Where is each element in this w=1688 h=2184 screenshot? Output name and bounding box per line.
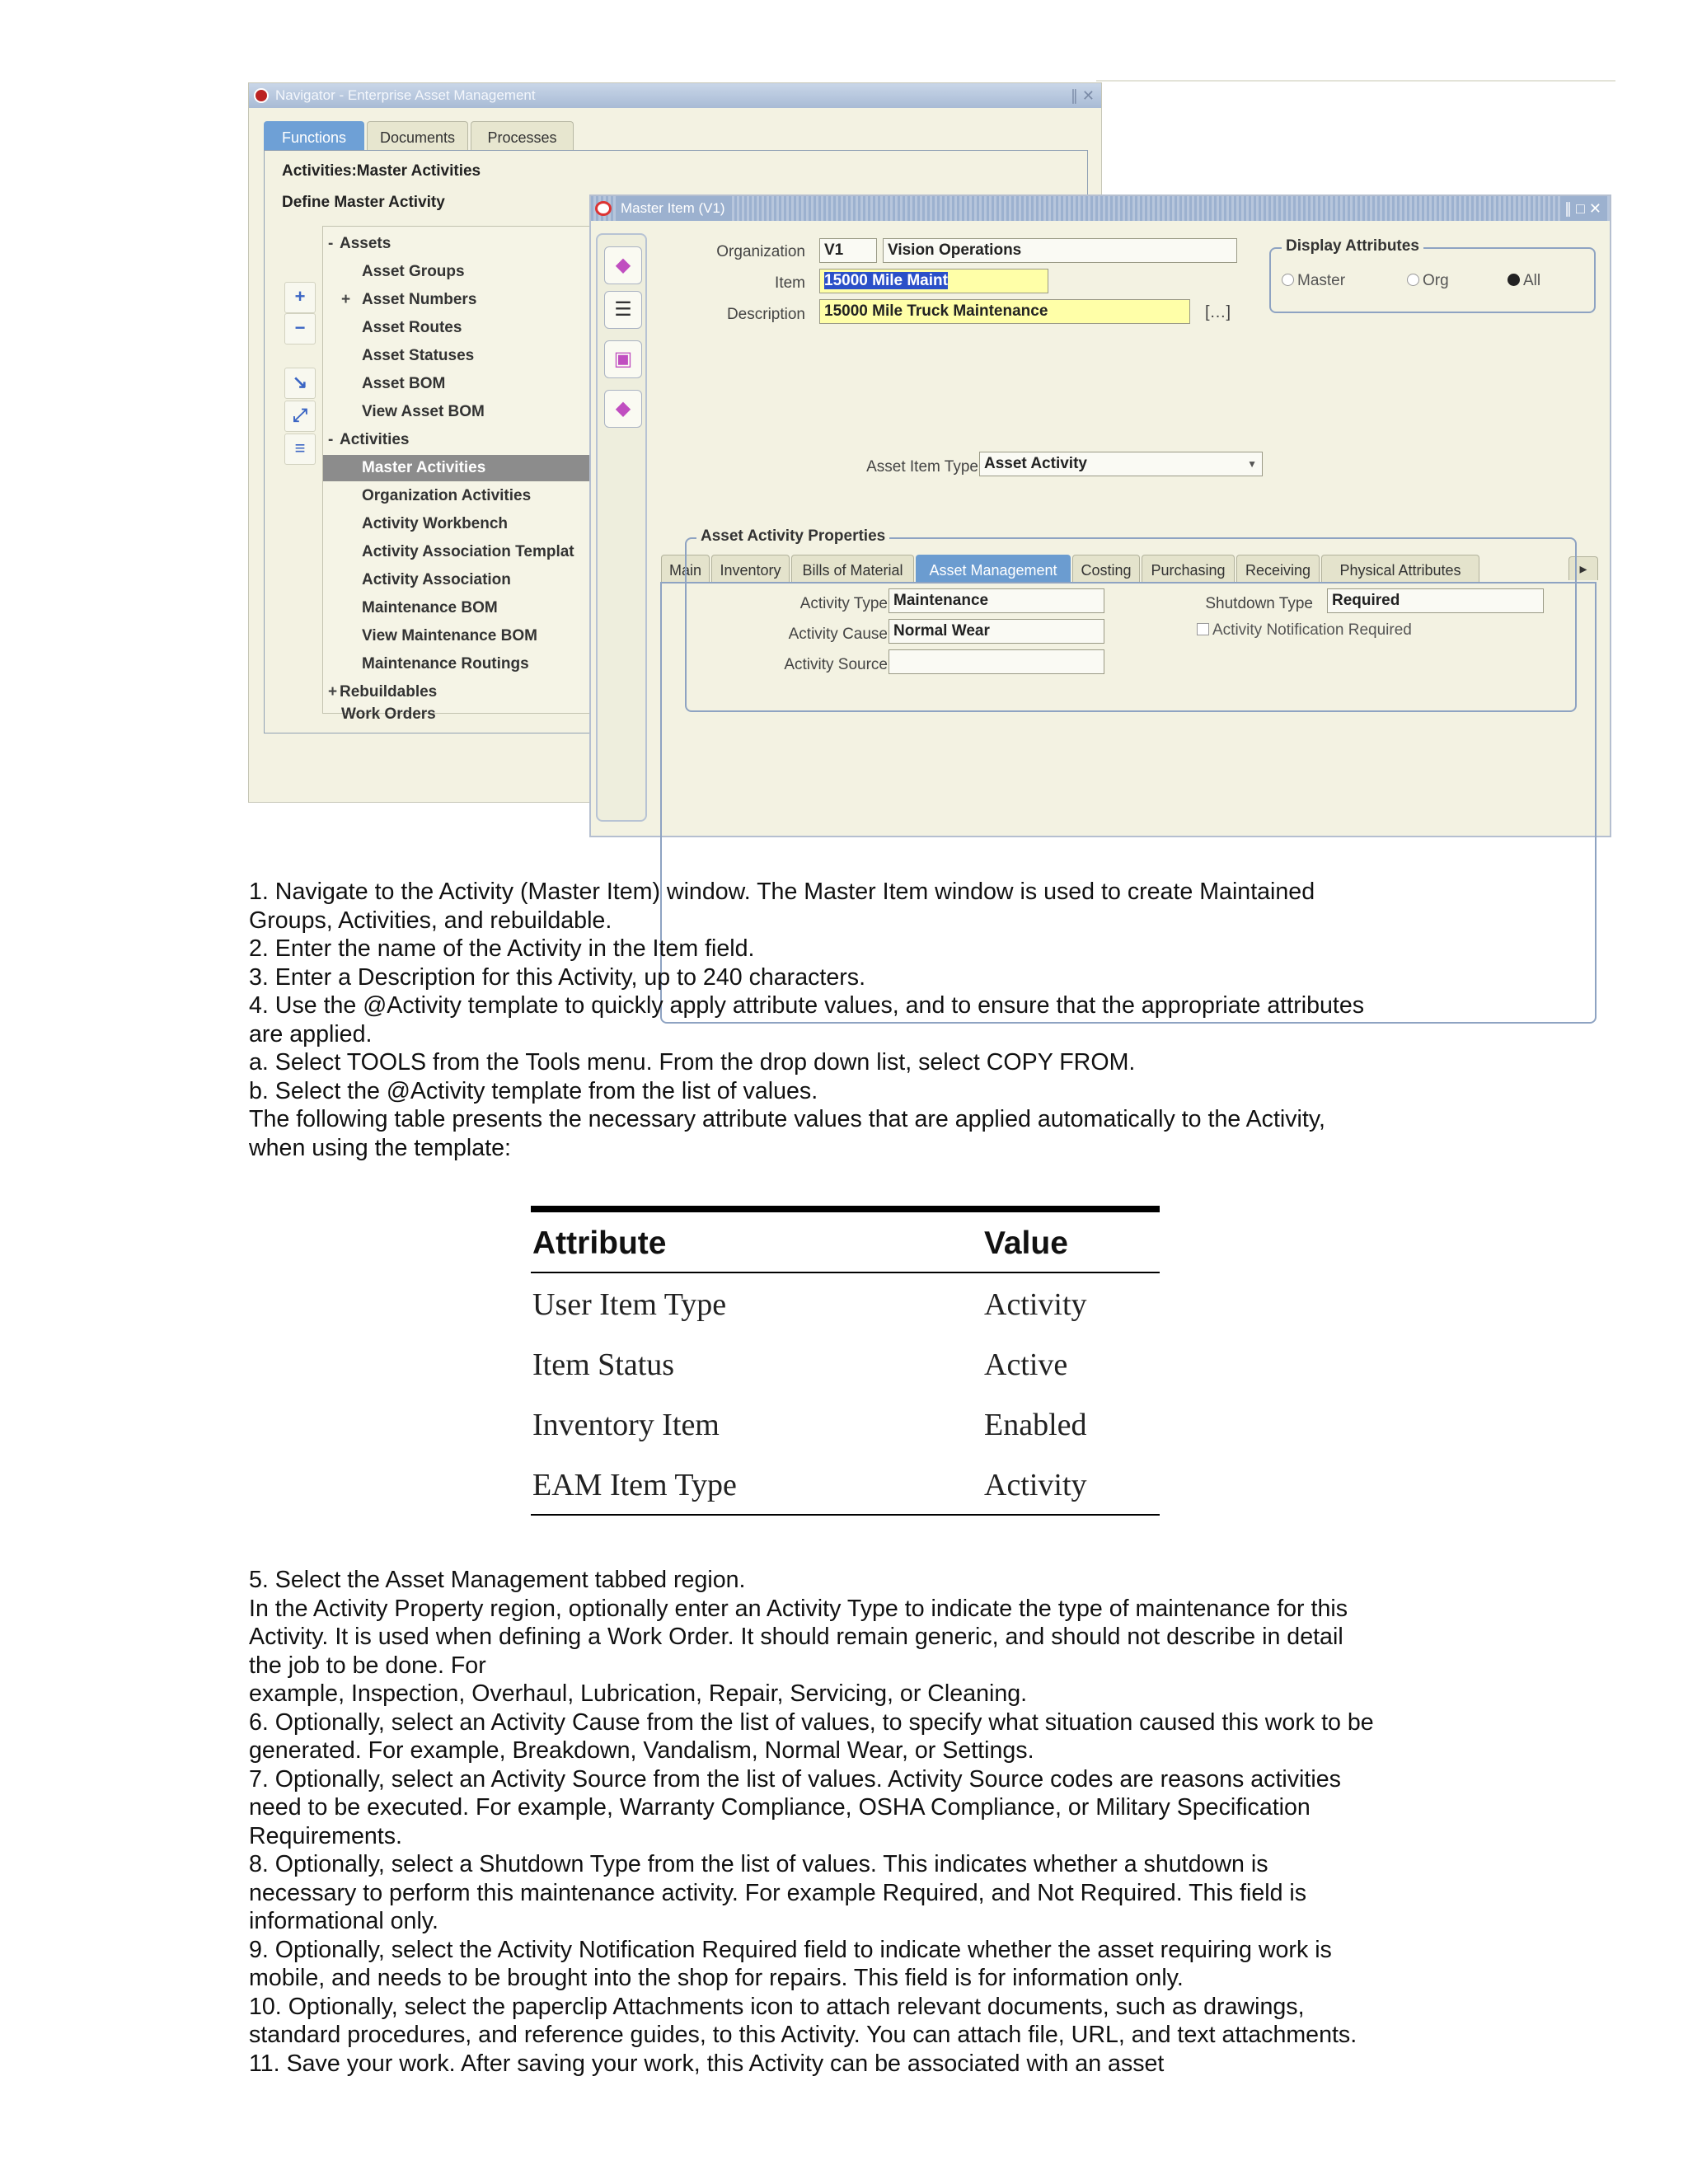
text-line: informational only. (249, 1908, 438, 1934)
tab-asset-management[interactable]: Asset Management (916, 555, 1071, 583)
tab-purchasing[interactable]: Purchasing (1142, 555, 1235, 583)
navigator-heading-function: Define Master Activity (282, 194, 445, 211)
tab-inventory[interactable]: Inventory (711, 555, 790, 583)
radio-all[interactable]: All (1507, 272, 1540, 290)
tree-item[interactable]: Organization Activities (362, 487, 532, 504)
radio-org[interactable]: Org (1407, 272, 1449, 290)
table-bottom-rule (531, 1514, 1160, 1516)
text-line: 3. Enter a Description for this Activity, up to 240 characters. (249, 963, 866, 991)
description-label: Description (726, 306, 805, 323)
tree-item-selected[interactable]: Master Activities (323, 455, 595, 481)
asset-activity-properties-title: Asset Activity Properties (696, 527, 889, 546)
text-line: generated. For example, Breakdown, Vandalism, Normal Wear, or Settings. (249, 1737, 1034, 1764)
tree-item[interactable]: Asset BOM (362, 375, 446, 392)
master-item-window (589, 194, 1611, 837)
tree-item[interactable]: Activity Workbench (362, 515, 509, 532)
table-row (531, 1273, 1160, 1333)
text-line: standard procedures, and reference guides, to this Activity. You can attach file, URL, and text attachments. (249, 2022, 1357, 2048)
descriptive-flexfield-button[interactable]: […] (1205, 303, 1231, 321)
tab-bills-of-material[interactable]: Bills of Material (791, 555, 914, 583)
text-line: 11. Save your work. After saving your work, this Activity can be associated with an asset (249, 2050, 1165, 2077)
tab-physical-attributes[interactable]: Physical Attributes (1321, 555, 1479, 583)
asset-activity-properties-group (685, 537, 1577, 712)
tree-item[interactable]: Activity Association Templat (362, 543, 574, 560)
text-line: necessary to perform this maintenance activity. For example Required, and Not Required. This field is (249, 1879, 1307, 1906)
tab-scroll-right-icon[interactable]: ▸ (1568, 556, 1598, 580)
description-input[interactable]: 15000 Mile Truck Maintenance (819, 299, 1190, 324)
instructions-part-1 (249, 878, 1452, 1162)
expand-icon[interactable]: + (284, 282, 316, 313)
text-line: example, Inspection, Overhaul, Lubrication, Repair, Servicing, or Cleaning. (249, 1680, 1028, 1707)
text-line: mobile, and needs to be brought into the shop for repairs. This field is for information only. (249, 1965, 1184, 1991)
chevron-down-icon: ▼ (1247, 458, 1257, 470)
activity-cause-label: Activity Cause (788, 626, 888, 643)
tree-item[interactable]: View Maintenance BOM (362, 627, 537, 644)
text-line: when using the template: (249, 1134, 511, 1161)
text-line: 10. Optionally, select the paperclip Attachments icon to attach relevant documents, such as drawings, (249, 1993, 1305, 2020)
text-line: 5. Select the Asset Management tabbed region. (249, 1567, 746, 1593)
asset-item-type-label: Asset Item Type (866, 458, 978, 476)
header-attribute: Attribute (532, 1226, 667, 1261)
table-top-rule (531, 1206, 1160, 1212)
navigator-title: Navigator - Enterprise Asset Management (275, 87, 536, 103)
tree-item[interactable]: Maintenance Routings (362, 655, 529, 673)
organization-icon[interactable]: ▣ (604, 340, 642, 378)
window-controls[interactable]: ∥ ✕ (1070, 87, 1095, 104)
text-line: 2. Enter the name of the Activity in the Item field. (249, 935, 755, 962)
text-line: Requirements. (249, 1822, 402, 1849)
activity-type-input[interactable]: Maintenance (889, 588, 1104, 613)
cell-attribute: User Item Type (532, 1287, 727, 1322)
tree-item[interactable]: Activity Association (362, 571, 511, 588)
organization-label: Organization (716, 243, 805, 260)
activity-source-input[interactable] (889, 649, 1104, 674)
cell-attribute: Item Status (532, 1347, 675, 1382)
cell-value: Activity (984, 1287, 1087, 1322)
text-line: Activity. It is used when defining a Work Order. It should remain generic, and should not describe in detail (249, 1624, 1343, 1650)
item-cube-icon[interactable]: ◆ (604, 246, 642, 284)
oracle-logo-icon (595, 201, 612, 216)
cell-value: Enabled (984, 1408, 1087, 1442)
function-tree (322, 226, 596, 723)
collapse-all-icon[interactable]: ≡ (284, 434, 316, 465)
tree-item[interactable]: Maintenance BOM (362, 599, 498, 616)
tree-item[interactable]: Asset Groups (362, 263, 465, 280)
organization-name-field[interactable]: Vision Operations (883, 238, 1237, 263)
activity-cause-input[interactable]: Normal Wear (889, 619, 1104, 644)
tab-receiving[interactable]: Receiving (1236, 555, 1320, 583)
cell-attribute: Inventory Item (532, 1408, 720, 1442)
item-list-icon[interactable]: ◆ (604, 390, 642, 428)
expand-branch-icon[interactable]: ↘ (284, 368, 316, 399)
tree-item[interactable]: - Activities (328, 431, 410, 448)
text-line: a. Select TOOLS from the Tools menu. From the drop down list, select COPY FROM. (249, 1049, 1136, 1076)
tree-item[interactable]: Asset Statuses (362, 347, 475, 364)
navigator-heading-path: Activities:Master Activities (282, 162, 481, 180)
text-line: b. Select the @Activity template from the list of values. (249, 1077, 818, 1104)
tab-processes[interactable]: Processes (471, 121, 574, 152)
cell-value: Activity (984, 1468, 1087, 1502)
collapse-icon[interactable]: − (284, 313, 316, 344)
text-line: Groups, Activities, and rebuildable. (249, 907, 612, 934)
tree-item[interactable]: View Asset BOM (362, 403, 485, 420)
text-line: 1. Navigate to the Activity (Master Item) window. The Master Item window is used to create Maintained (249, 879, 1315, 905)
text-line: 4. Use the @Activity template to quickly apply attribute values, and to ensure that the appropriate attributes (249, 992, 1365, 1019)
activity-notification-checkbox[interactable]: Activity Notification Required (1197, 621, 1412, 640)
navigator-titlebar[interactable] (249, 83, 1101, 108)
header-value: Value (984, 1226, 1068, 1261)
text-line: 9. Optionally, select the Activity Notification Required field to indicate whether the asset requiring work is (249, 1936, 1332, 1963)
activity-source-label: Activity Source (784, 656, 888, 673)
shutdown-type-label: Shutdown Type (1205, 595, 1313, 612)
tab-documents[interactable]: Documents (367, 121, 468, 152)
text-line: The following table presents the necessary attribute values that are applied automatically to the Activity, (249, 1106, 1325, 1132)
table-row (531, 1454, 1160, 1514)
table-row (531, 1333, 1160, 1394)
cell-attribute: EAM Item Type (532, 1468, 737, 1502)
organization-code-field[interactable]: V1 (819, 238, 877, 263)
text-line: the job to be done. For (249, 1652, 486, 1679)
tree-item[interactable]: Work Orders (341, 705, 436, 723)
tree-item[interactable]: - Assets (328, 235, 392, 252)
window-controls[interactable]: ∥ □ ✕ (1561, 196, 1605, 221)
text-line: 7. Optionally, select an Activity Source from the list of values. Activity Source codes are reasons activities (249, 1765, 1341, 1793)
tab-functions[interactable]: Functions (264, 121, 364, 152)
item-input[interactable]: 15000 Mile Maint (819, 269, 1048, 293)
master-item-titlebar[interactable] (591, 196, 1610, 221)
tree-item[interactable]: + Rebuildables (328, 683, 438, 701)
toolbar-rail (596, 233, 647, 822)
text-line: In the Activity Property region, optionally enter an Activity Type to indicate the type of maintenance for this (249, 1595, 1348, 1622)
oracle-logo-icon (254, 88, 269, 103)
radio-master[interactable]: Master (1282, 272, 1345, 290)
activity-type-label: Activity Type (799, 595, 888, 612)
shutdown-type-input[interactable]: Required (1327, 588, 1544, 613)
text-line: need to be executed. For example, Warranty Compliance, OSHA Compliance, or Military Specification (249, 1794, 1311, 1821)
document-list-icon[interactable]: ☰ (604, 291, 642, 329)
tab-costing[interactable]: Costing (1072, 555, 1140, 583)
master-item-title: Master Item (V1) (616, 196, 730, 221)
item-label: Item (775, 274, 805, 292)
cell-value: Active (984, 1347, 1068, 1382)
tree-item[interactable]: + Asset Numbers (341, 291, 477, 308)
display-attributes-title: Display Attributes (1282, 237, 1423, 255)
attribute-table (531, 1206, 1160, 1516)
top-divider (1096, 80, 1615, 82)
table-row (531, 1394, 1160, 1454)
table-header (531, 1212, 1160, 1273)
asset-item-type-select[interactable]: Asset Activity ▼ (979, 452, 1263, 476)
text-line: 8. Optionally, select a Shutdown Type from the list of values. This indicates whether a shutdown is (249, 1851, 1268, 1877)
text-line: are applied. (249, 1020, 373, 1047)
expand-all-icon[interactable]: ⤢ (284, 401, 316, 432)
tab-main[interactable]: Main (661, 555, 710, 583)
text-line: 6. Optionally, select an Activity Cause from the list of values, to specify what situation caused this work to be (249, 1708, 1374, 1736)
instructions-part-2 (249, 1566, 1452, 2078)
tree-item[interactable]: Asset Routes (362, 319, 462, 336)
